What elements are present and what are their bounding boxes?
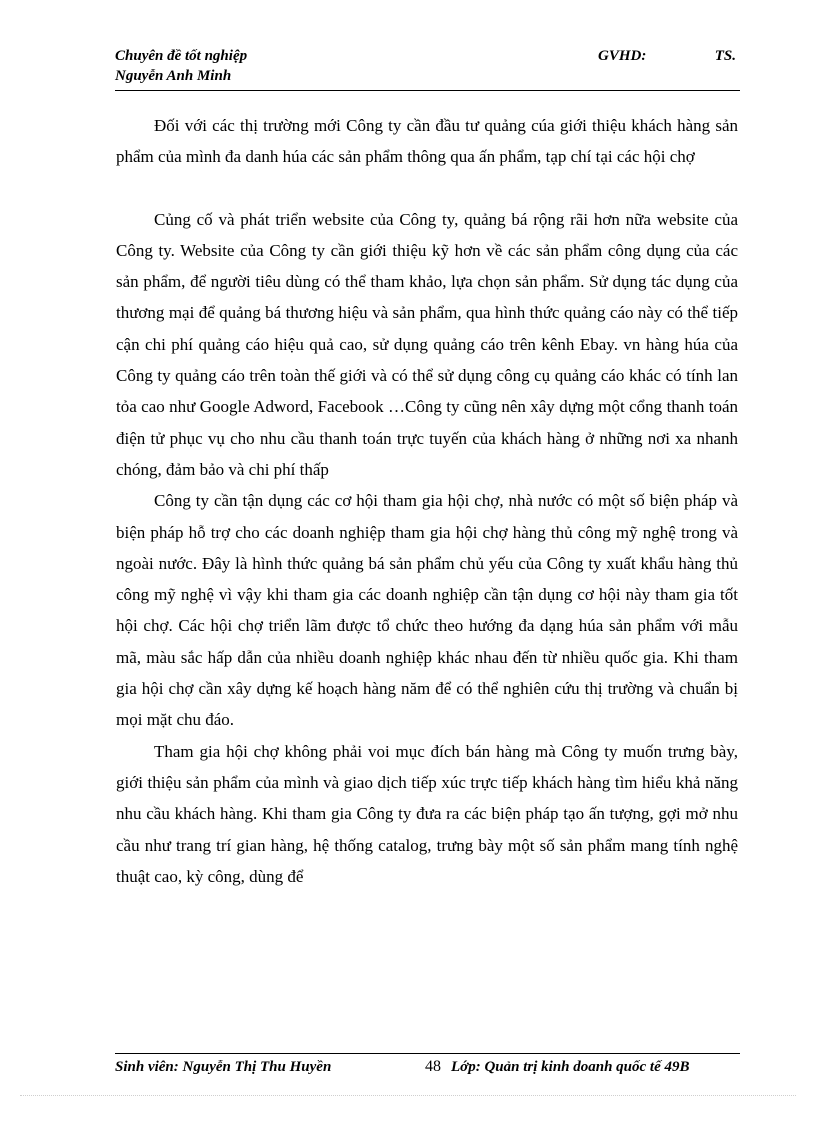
page-edge-divider bbox=[20, 1095, 796, 1096]
header-author: Nguyễn Anh Minh bbox=[115, 68, 232, 84]
page-number: 48 bbox=[425, 1058, 441, 1075]
header-gvhd-label: GVHD: bbox=[598, 48, 647, 64]
header-title: Chuyên đề tốt nghiệp bbox=[115, 48, 248, 64]
paragraph-1: Đối với các thị trường mới Công ty cần đầu tư quảng cúa giới thiệu khách hàng sản phẩm của mình đa danh húa các sản phẩm thông qua ấn phẩm, tạp chí tại các hội chợ bbox=[116, 116, 738, 167]
paragraph-4: Tham gia hội chợ không phải voi mục đích bán hàng mà Công ty muốn trưng bày, giới thiệu sản phẩm của mình và giao dịch tiếp xúc trực tiếp khách hàng tìm hiểu khả năng nhu cầu khách hàng. Khi tham gia Công ty đưa ra các biện pháp tạo ấn tượng, gợi mở nhu cầu như trang trí gian hàng, hệ thống catalog, trưng bày một số sản phẩm mang tính nghệ thuật cao, kỳ công, dùng để bbox=[116, 741, 738, 886]
header-ts-label: TS. bbox=[714, 48, 736, 64]
footer-student: Sinh viên: Nguyễn Thị Thu Huyền bbox=[115, 1059, 332, 1075]
footer-class: Lớp: Quản trị kinh doanh quốc tế 49B bbox=[451, 1059, 690, 1075]
page-header bbox=[115, 44, 740, 88]
footer-divider bbox=[115, 1053, 740, 1054]
page-footer bbox=[115, 1057, 740, 1079]
header-divider bbox=[115, 90, 740, 91]
header-row bbox=[115, 44, 740, 66]
document-body bbox=[116, 110, 738, 892]
paragraph-3: Công ty cần tận dụng các cơ hội tham gia hội chợ, nhà nước có một số biện pháp và biện pháp hỗ trợ cho các doanh nghiệp tham gia hội chợ hàng thủ công mỹ nghệ trong và ngoài nước. Đây là hình thức quảng bá sản phẩm chủ yếu của Công ty xuất khẩu hàng thủ công mỹ nghệ vì vậy khi tham gia các doanh nghiệp cần tận dụng cơ hội này tham gia tốt hội chợ. Các hội chợ triển lãm được tổ chức theo hướng đa dạng húa sản phẩm với mẫu mã, màu sắc hấp dẫn của nhiều doanh nghiệp khác nhau đến từ nhiều quốc gia. Khi tham gia hội chợ cần xây dựng kế hoạch hàng năm để có thể nghiên cứu thị trường và chuẩn bị mọi mặt chu đáo. bbox=[116, 491, 738, 730]
paragraph-2: Củng cố và phát triển website của Công ty, quảng bá rộng rãi hơn nữa website của Công ty. Website của Công ty cần giới thiệu kỹ hơn về các sản phẩm công dụng của các sản phẩm, để người tiêu dùng có thể tham khảo, lựa chọn sản phẩm. Sử dụng tác dụng của thương mại để quảng bá thương hiệu và sản phẩm, qua hình thức quảng cáo này có thể tiếp cận chi phí quảng cáo hiệu quả cao, sử dụng quảng cáo trên kênh Ebay. vn hàng húa của Công ty quảng cáo trên toàn thế giới và có thể sử dụng công cụ quảng cáo khác có tính lan tỏa cao như Google Adword, Facebook …Công ty cũng nên xây dựng một cổng thanh toán điện tử phục vụ cho nhu cầu thanh toán trực tuyến của khách hàng ở những nơi xa nhanh chóng, đảm bảo và chi phí thấp bbox=[116, 209, 738, 479]
